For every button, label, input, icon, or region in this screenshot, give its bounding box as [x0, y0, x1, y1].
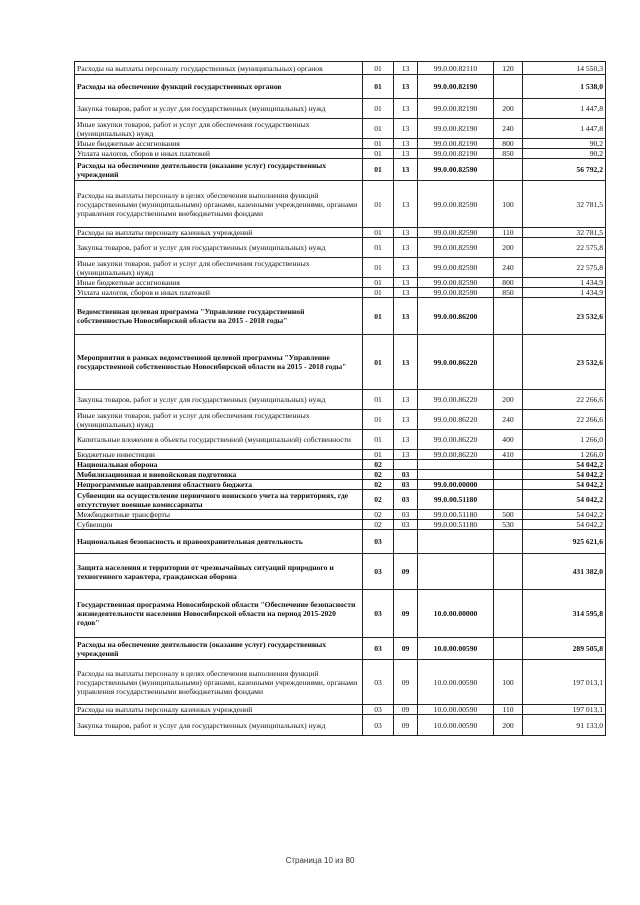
cell-name: Расходы на обеспечение деятельности (оказание услуг) государственных учреждений: [75, 159, 363, 181]
cell-section: 01: [363, 430, 394, 450]
cell-section: 02: [363, 460, 394, 470]
cell-expense-type: 800: [494, 139, 523, 149]
table-row: [75, 228, 606, 238]
cell-expense-type: 500: [494, 510, 523, 520]
cell-subsection: 13: [394, 288, 418, 298]
cell-amount: 1 538,0: [523, 75, 606, 99]
cell-section: 03: [363, 530, 394, 554]
cell-subsection: 13: [394, 430, 418, 450]
cell-expense-type: 240: [494, 410, 523, 430]
cell-section: 01: [363, 139, 394, 149]
cell-amount: 1 447,8: [523, 99, 606, 119]
cell-section: 02: [363, 520, 394, 530]
cell-target-article: 99.0.00.82590: [418, 181, 494, 228]
cell-target-article: 99.0.00.82590: [418, 159, 494, 181]
cell-amount: 22 575,8: [523, 238, 606, 258]
cell-name: Расходы на выплаты персоналу в целях обеспечения выполнения функций государственными (муниципальными) органами, казенными учреждениями, органами управления государственными внебюджетными фондами: [75, 660, 363, 705]
cell-section: 01: [363, 238, 394, 258]
cell-expense-type: [494, 590, 523, 638]
cell-section: 01: [363, 288, 394, 298]
cell-subsection: 13: [394, 159, 418, 181]
cell-subsection: 13: [394, 390, 418, 410]
cell-name: Закупка товаров, работ и услуг для государственных (муниципальных) нужд: [75, 238, 363, 258]
cell-amount: 197 013,1: [523, 705, 606, 715]
cell-target-article: 99.0.00.86220: [418, 450, 494, 460]
cell-section: 01: [363, 75, 394, 99]
cell-section: 01: [363, 335, 394, 390]
cell-target-article: 99.0.00.82190: [418, 75, 494, 99]
cell-name: Уплата налогов, сборов и иных платежей: [75, 149, 363, 159]
cell-amount: 54 042,2: [523, 470, 606, 480]
cell-name: Защита населения и территории от чрезвычайных ситуаций природного и техногенного характера, гражданская оборона: [75, 554, 363, 590]
cell-expense-type: 400: [494, 430, 523, 450]
cell-name: Межбюджетные трансферты: [75, 510, 363, 520]
cell-target-article: 99.0.00.82190: [418, 99, 494, 119]
cell-section: 01: [363, 298, 394, 335]
cell-subsection: 13: [394, 99, 418, 119]
cell-section: 02: [363, 490, 394, 510]
cell-name: Закупка товаров, работ и услуг для государственных (муниципальных) нужд: [75, 715, 363, 736]
cell-amount: 54 042,2: [523, 480, 606, 490]
cell-target-article: 10.0.00.00590: [418, 705, 494, 715]
cell-name: Ведомственная целевая программа "Управление государственной собственностью Новосибирской области на 2015 - 2018 годы": [75, 298, 363, 335]
cell-subsection: 13: [394, 75, 418, 99]
cell-amount: 32 781,5: [523, 228, 606, 238]
cell-subsection: 13: [394, 62, 418, 75]
cell-subsection: 09: [394, 554, 418, 590]
cell-section: 01: [363, 228, 394, 238]
cell-subsection: 03: [394, 480, 418, 490]
cell-subsection: 09: [394, 638, 418, 660]
cell-amount: 54 042,2: [523, 510, 606, 520]
cell-subsection: 13: [394, 139, 418, 149]
cell-subsection: 13: [394, 228, 418, 238]
table-row: [75, 430, 606, 450]
cell-amount: 54 042,2: [523, 520, 606, 530]
cell-subsection: 13: [394, 298, 418, 335]
cell-target-article: 99.0.00.82590: [418, 238, 494, 258]
cell-amount: 22 266,6: [523, 410, 606, 430]
cell-amount: 22 266,6: [523, 390, 606, 410]
cell-name: Расходы на выплаты персоналу в целях обеспечения выполнения функций государственными (муниципальными) органами, казенными учреждениями, органами управления государственными внебюджетными фондами: [75, 181, 363, 228]
cell-expense-type: 110: [494, 228, 523, 238]
cell-name: Уплата налогов, сборов и иных платежей: [75, 288, 363, 298]
cell-name: Закупка товаров, работ и услуг для государственных (муниципальных) нужд: [75, 390, 363, 410]
cell-name: Иные бюджетные ассигнования: [75, 139, 363, 149]
table-row: [75, 510, 606, 520]
cell-name: Мобилизационная и вневойсковая подготовка: [75, 470, 363, 480]
cell-target-article: 99.0.00.82110: [418, 62, 494, 75]
cell-amount: 1 266,0: [523, 430, 606, 450]
cell-section: 01: [363, 450, 394, 460]
cell-section: 01: [363, 181, 394, 228]
cell-subsection: 09: [394, 715, 418, 736]
cell-target-article: 99.0.00.82590: [418, 228, 494, 238]
cell-name: Расходы на выплаты персоналу государственных (муниципальных) органов: [75, 62, 363, 75]
cell-expense-type: 530: [494, 520, 523, 530]
cell-target-article: [418, 554, 494, 590]
table-row: [75, 298, 606, 335]
cell-subsection: 03: [394, 490, 418, 510]
cell-name: Закупка товаров, работ и услуг для государственных (муниципальных) нужд: [75, 99, 363, 119]
cell-name: Капитальные вложения в объекты государственной (муниципальной) собственности: [75, 430, 363, 450]
table-row: [75, 460, 606, 470]
cell-expense-type: [494, 530, 523, 554]
cell-expense-type: [494, 490, 523, 510]
cell-expense-type: 850: [494, 149, 523, 159]
cell-amount: 431 382,0: [523, 554, 606, 590]
cell-target-article: 99.0.00.00000: [418, 480, 494, 490]
cell-section: 01: [363, 390, 394, 410]
cell-section: 02: [363, 470, 394, 480]
cell-target-article: 10.0.00.00590: [418, 660, 494, 705]
cell-expense-type: [494, 159, 523, 181]
cell-target-article: 99.0.00.82590: [418, 288, 494, 298]
cell-amount: 56 792,2: [523, 159, 606, 181]
cell-amount: 23 532,6: [523, 335, 606, 390]
cell-expense-type: 240: [494, 258, 523, 278]
table-row: [75, 335, 606, 390]
cell-section: 01: [363, 258, 394, 278]
cell-section: 01: [363, 62, 394, 75]
cell-amount: 90,2: [523, 139, 606, 149]
table-row: [75, 99, 606, 119]
table-row: [75, 554, 606, 590]
cell-amount: 1 434,9: [523, 288, 606, 298]
cell-expense-type: [494, 480, 523, 490]
cell-name: Расходы на выплаты персоналу казенных учреждений: [75, 705, 363, 715]
cell-subsection: 03: [394, 510, 418, 520]
cell-name: Иные закупки товаров, работ и услуг для обеспечения государственных (муниципальных) нужд: [75, 119, 363, 139]
table-row: [75, 530, 606, 554]
cell-name: Субвенции на осуществление первичного воинского учета на территориях, где отсутствуют военные комиссариаты: [75, 490, 363, 510]
cell-subsection: 13: [394, 278, 418, 288]
cell-expense-type: [494, 470, 523, 480]
cell-expense-type: [494, 298, 523, 335]
table-row: [75, 119, 606, 139]
cell-subsection: 13: [394, 119, 418, 139]
cell-subsection: 13: [394, 149, 418, 159]
cell-name: Расходы на выплаты персоналу казенных учреждений: [75, 228, 363, 238]
cell-target-article: 99.0.00.82190: [418, 119, 494, 139]
cell-amount: 32 781,5: [523, 181, 606, 228]
cell-amount: 197 013,1: [523, 660, 606, 705]
table-row: [75, 470, 606, 480]
cell-amount: 54 042,2: [523, 490, 606, 510]
table-row: [75, 450, 606, 460]
cell-target-article: 99.0.00.82190: [418, 139, 494, 149]
cell-amount: 23 532,6: [523, 298, 606, 335]
cell-target-article: 10.0.00.00590: [418, 638, 494, 660]
cell-target-article: 10.0.00.00000: [418, 590, 494, 638]
cell-name: Иные закупки товаров, работ и услуг для обеспечения государственных (муниципальных) нужд: [75, 410, 363, 430]
cell-subsection: 13: [394, 238, 418, 258]
cell-section: 01: [363, 159, 394, 181]
cell-amount: 54 042,2: [523, 460, 606, 470]
cell-section: 02: [363, 510, 394, 520]
table-row: [75, 139, 606, 149]
cell-subsection: 13: [394, 335, 418, 390]
table-row: [75, 181, 606, 228]
cell-expense-type: [494, 638, 523, 660]
cell-section: 01: [363, 149, 394, 159]
cell-section: 01: [363, 410, 394, 430]
cell-subsection: 03: [394, 520, 418, 530]
table-row: [75, 75, 606, 99]
cell-subsection: 09: [394, 705, 418, 715]
cell-expense-type: 110: [494, 705, 523, 715]
cell-section: 03: [363, 715, 394, 736]
table-row: [75, 520, 606, 530]
cell-expense-type: [494, 335, 523, 390]
cell-target-article: 99.0.00.51180: [418, 520, 494, 530]
cell-name: Непрограммные направления областного бюджета: [75, 480, 363, 490]
cell-subsection: [394, 460, 418, 470]
table-row: [75, 705, 606, 715]
cell-amount: 289 505,8: [523, 638, 606, 660]
cell-target-article: 99.0.00.82190: [418, 149, 494, 159]
cell-amount: 1 266,0: [523, 450, 606, 460]
cell-target-article: 99.0.00.86200: [418, 298, 494, 335]
cell-expense-type: [494, 554, 523, 590]
cell-section: 03: [363, 660, 394, 705]
cell-target-article: [418, 460, 494, 470]
table-row: [75, 390, 606, 410]
cell-amount: 90,2: [523, 149, 606, 159]
cell-expense-type: [494, 75, 523, 99]
cell-expense-type: 200: [494, 99, 523, 119]
cell-expense-type: 200: [494, 238, 523, 258]
cell-target-article: 99.0.00.86220: [418, 430, 494, 450]
cell-amount: 314 595,8: [523, 590, 606, 638]
cell-subsection: 13: [394, 450, 418, 460]
cell-section: 01: [363, 278, 394, 288]
cell-name: Иные бюджетные ассигнования: [75, 278, 363, 288]
cell-amount: 91 133,0: [523, 715, 606, 736]
budget-table: [74, 61, 606, 736]
cell-section: 03: [363, 554, 394, 590]
cell-name: Национальная безопасность и правоохранительная деятельность: [75, 530, 363, 554]
cell-target-article: 99.0.00.86220: [418, 390, 494, 410]
table-row: [75, 159, 606, 181]
table-row: [75, 238, 606, 258]
cell-target-article: 99.0.00.51180: [418, 510, 494, 520]
cell-target-article: 99.0.00.86220: [418, 335, 494, 390]
cell-amount: 1 447,8: [523, 119, 606, 139]
cell-target-article: 99.0.00.51180: [418, 490, 494, 510]
cell-name: Бюджетные инвестиции: [75, 450, 363, 460]
cell-expense-type: 410: [494, 450, 523, 460]
cell-expense-type: 800: [494, 278, 523, 288]
cell-target-article: 99.0.00.82590: [418, 278, 494, 288]
cell-target-article: 99.0.00.86220: [418, 410, 494, 430]
cell-section: 03: [363, 590, 394, 638]
cell-expense-type: 120: [494, 62, 523, 75]
table-row: [75, 590, 606, 638]
table-row: [75, 62, 606, 75]
cell-name: Мероприятия в рамках ведомственной целевой программы "Управление государственной собственностью Новосибирской области на 2015 - 2018 годы": [75, 335, 363, 390]
table-row: [75, 278, 606, 288]
cell-section: 01: [363, 99, 394, 119]
cell-section: 03: [363, 638, 394, 660]
cell-name: Субвенции: [75, 520, 363, 530]
table-row: [75, 149, 606, 159]
cell-name: Расходы на обеспечение функций государственных органов: [75, 75, 363, 99]
cell-subsection: 13: [394, 258, 418, 278]
cell-amount: 22 575,8: [523, 258, 606, 278]
table-row: [75, 410, 606, 430]
cell-subsection: 13: [394, 410, 418, 430]
table-row: [75, 490, 606, 510]
cell-name: Национальная оборона: [75, 460, 363, 470]
cell-amount: 14 550,3: [523, 62, 606, 75]
table-row: [75, 480, 606, 490]
cell-expense-type: [494, 460, 523, 470]
cell-name: Иные закупки товаров, работ и услуг для обеспечения государственных (муниципальных) нужд: [75, 258, 363, 278]
page-footer: Страница 10 из 80: [285, 856, 355, 865]
cell-subsection: 09: [394, 660, 418, 705]
table-row: [75, 638, 606, 660]
cell-expense-type: 850: [494, 288, 523, 298]
table-row: [75, 288, 606, 298]
cell-subsection: [394, 530, 418, 554]
cell-subsection: 13: [394, 181, 418, 228]
cell-target-article: [418, 470, 494, 480]
cell-subsection: 09: [394, 590, 418, 638]
cell-subsection: 03: [394, 470, 418, 480]
cell-target-article: [418, 530, 494, 554]
budget-table-body: [75, 62, 606, 736]
cell-section: 03: [363, 705, 394, 715]
table-row: [75, 258, 606, 278]
cell-target-article: 10.0.00.00590: [418, 715, 494, 736]
cell-amount: 925 621,6: [523, 530, 606, 554]
cell-section: 02: [363, 480, 394, 490]
cell-name: Государственная программа Новосибирской области "Обеспечение безопасности жизнедеятельности населения Новосибирской области на период 2015-2020 годов": [75, 590, 363, 638]
cell-expense-type: 200: [494, 715, 523, 736]
cell-expense-type: 100: [494, 181, 523, 228]
table-row: [75, 715, 606, 736]
cell-amount: 1 434,9: [523, 278, 606, 288]
table-row: [75, 660, 606, 705]
cell-section: 01: [363, 119, 394, 139]
cell-expense-type: 200: [494, 390, 523, 410]
cell-expense-type: 100: [494, 660, 523, 705]
cell-name: Расходы на обеспечение деятельности (оказание услуг) государственных учреждений: [75, 638, 363, 660]
cell-expense-type: 240: [494, 119, 523, 139]
cell-target-article: 99.0.00.82590: [418, 258, 494, 278]
